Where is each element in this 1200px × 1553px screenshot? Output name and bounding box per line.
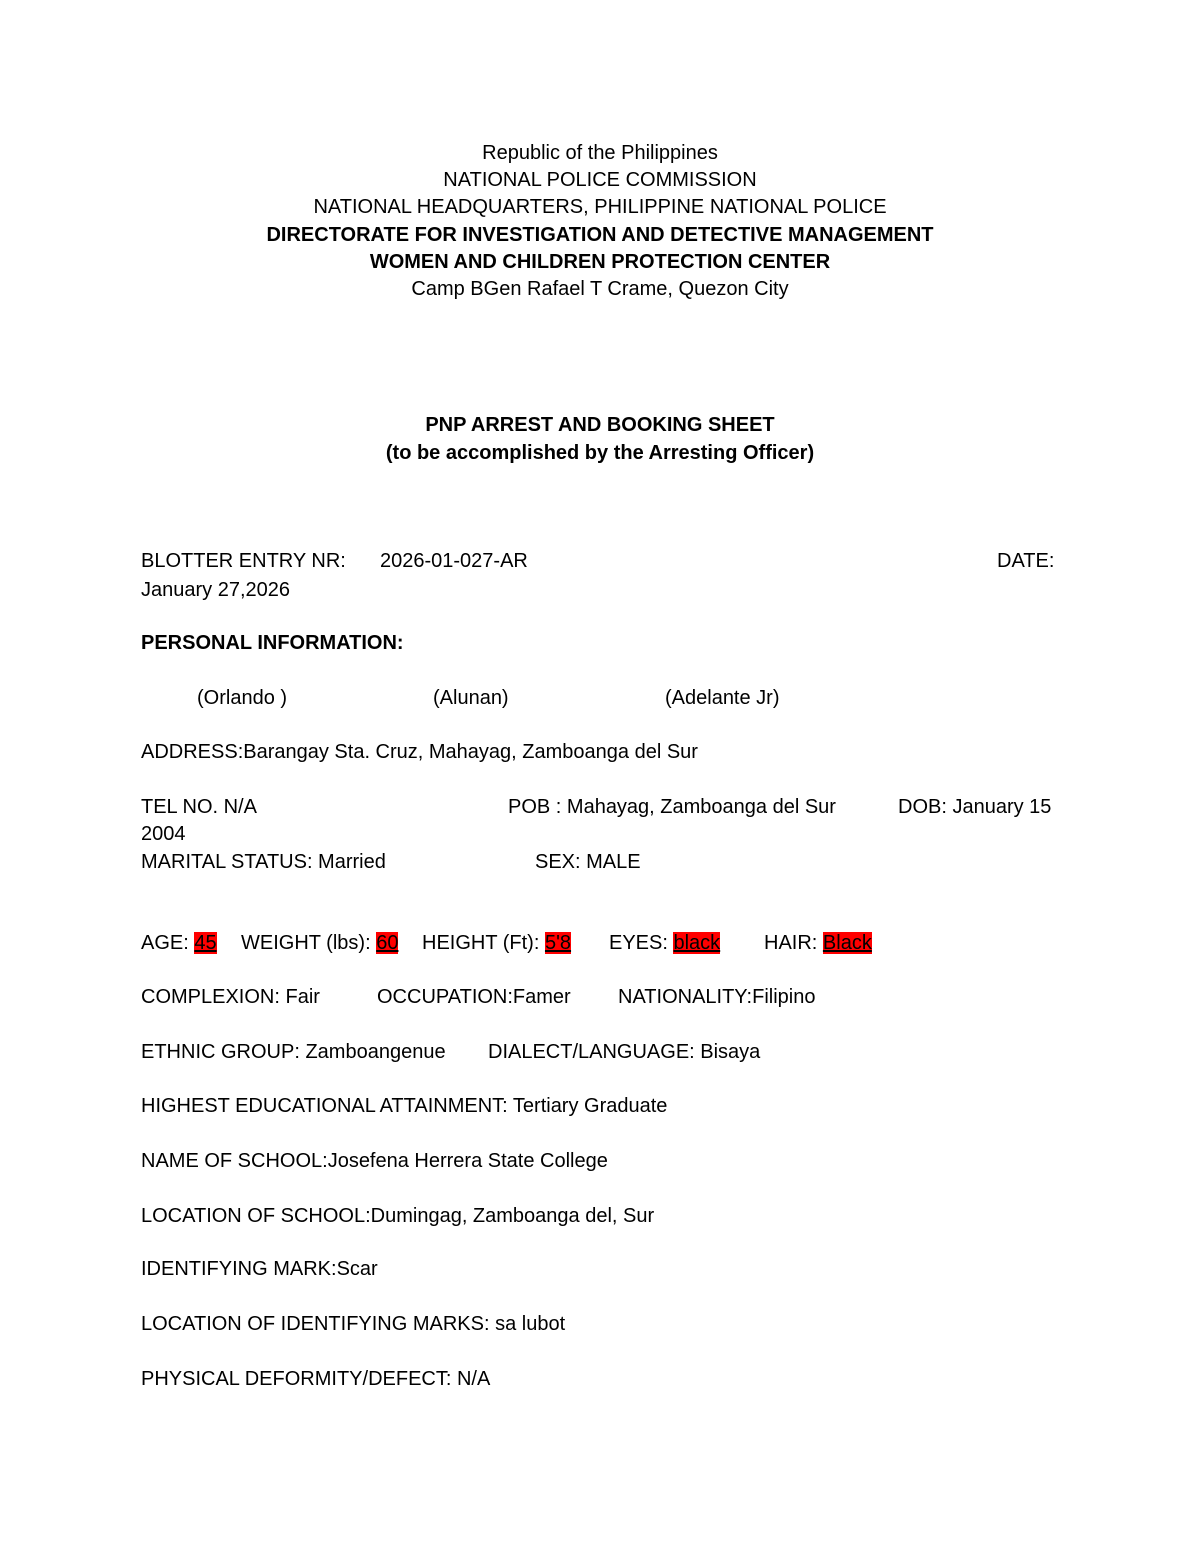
- sheet-subtitle: (to be accomplished by the Arresting Officer): [385, 442, 815, 464]
- blotter-label: BLOTTER ENTRY NR:: [141, 550, 346, 572]
- age-label: AGE:: [141, 932, 189, 954]
- header-didm: DIRECTORATE FOR INVESTIGATION AND DETECTIVE MANAGEMENT: [266, 224, 934, 246]
- nationality-line: NATIONALITY:Filipino: [618, 986, 816, 1008]
- identifying-mark-line: IDENTIFYING MARK:Scar: [141, 1258, 378, 1280]
- header-camp: Camp BGen Rafael T Crame, Quezon City: [411, 278, 789, 300]
- education-line: HIGHEST EDUCATIONAL ATTAINMENT: Tertiary Graduate: [141, 1095, 668, 1117]
- header-napolcom: NATIONAL POLICE COMMISSION: [443, 169, 757, 191]
- height-value: 5'8: [544, 932, 572, 954]
- height-row: [422, 930, 571, 957]
- eyes-row: [609, 930, 720, 957]
- marital-status: MARITAL STATUS: Married: [141, 851, 386, 873]
- header-republic: Republic of the Philippines: [482, 142, 718, 164]
- last-name: (Adelante Jr): [665, 687, 780, 709]
- blotter-value: 2026-01-027-AR: [380, 550, 528, 572]
- personal-info-heading: PERSONAL INFORMATION:: [141, 632, 404, 654]
- school-location-line: LOCATION OF SCHOOL:Dumingag, Zamboanga del, Sur: [141, 1205, 655, 1227]
- header-wcpc: WOMEN AND CHILDREN PROTECTION CENTER: [369, 251, 831, 273]
- date-label: DATE:: [997, 550, 1055, 572]
- occupation-line: OCCUPATION:Famer: [377, 986, 571, 1008]
- sex-line: SEX: MALE: [535, 851, 641, 873]
- tel-line: TEL NO. N/A: [141, 796, 257, 818]
- eyes-value: black: [673, 932, 721, 954]
- sheet-title: PNP ARREST AND BOOKING SHEET: [425, 414, 775, 436]
- eyes-label: EYES:: [609, 932, 668, 954]
- pob-line: POB : Mahayag, Zamboanga del Sur: [508, 796, 836, 818]
- date-value: January 27,2026: [141, 579, 291, 601]
- middle-name: (Alunan): [433, 687, 509, 709]
- complexion-line: COMPLEXION: Fair: [141, 986, 320, 1008]
- weight-row: [241, 930, 398, 957]
- first-name: (Orlando ): [197, 687, 288, 709]
- dialect-line: DIALECT/LANGUAGE: Bisaya: [488, 1041, 761, 1063]
- address-line: ADDRESS:Barangay Sta. Cruz, Mahayag, Zamboanga del Sur: [141, 741, 698, 763]
- hair-value: Black: [822, 932, 872, 954]
- dob-line: DOB: January 15: [898, 796, 1052, 818]
- school-name-line: NAME OF SCHOOL:Josefena Herrera State College: [141, 1150, 608, 1172]
- dob-year: 2004: [141, 823, 186, 845]
- physical-stats-row: [141, 930, 217, 957]
- weight-label: WEIGHT (lbs):: [241, 932, 371, 954]
- hair-label: HAIR:: [764, 932, 818, 954]
- deformity-line: PHYSICAL DEFORMITY/DEFECT: N/A: [141, 1368, 491, 1390]
- hair-row: [764, 930, 872, 957]
- age-value: 45: [194, 932, 217, 954]
- mark-location-line: LOCATION OF IDENTIFYING MARKS: sa lubot: [141, 1313, 566, 1335]
- weight-value: 60: [376, 932, 399, 954]
- height-label: HEIGHT (Ft):: [422, 932, 540, 954]
- ethnic-group-line: ETHNIC GROUP: Zamboangenue: [141, 1041, 446, 1063]
- header-pnp-hq: NATIONAL HEADQUARTERS, PHILIPPINE NATIONAL POLICE: [313, 196, 887, 218]
